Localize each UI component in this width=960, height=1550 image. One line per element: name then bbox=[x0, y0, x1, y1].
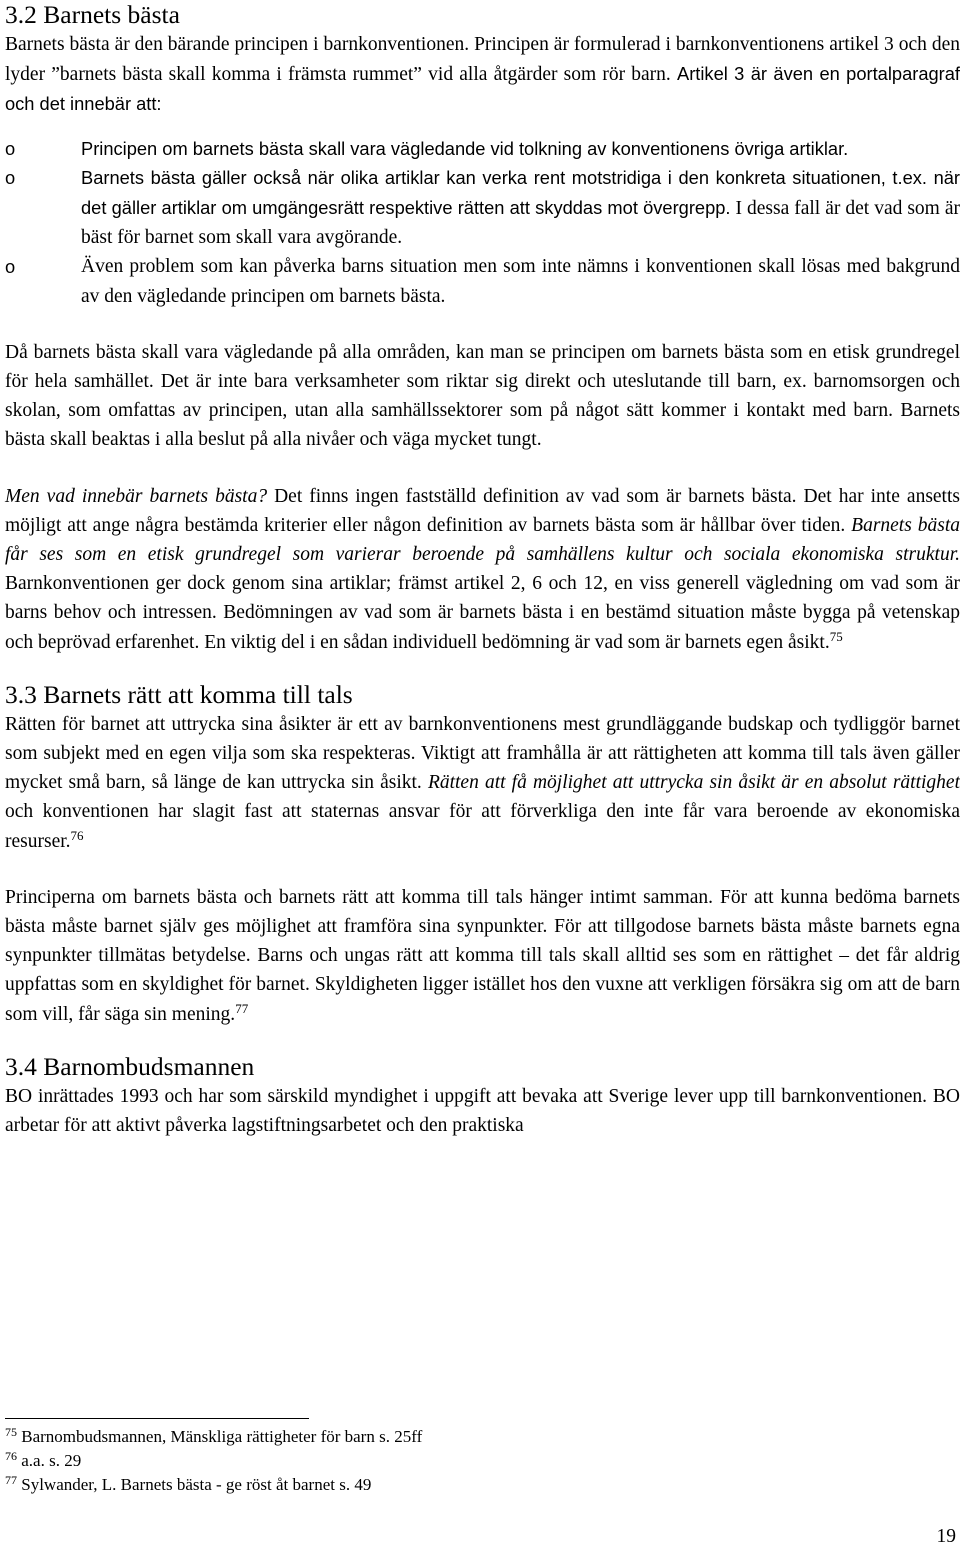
section-3-2 bbox=[5, 0, 960, 657]
section-heading: 3.3 Barnets rätt att komma till tals bbox=[5, 679, 353, 709]
footnote-reference: 76 bbox=[70, 827, 84, 843]
footnote bbox=[5, 1473, 605, 1497]
paragraph bbox=[5, 30, 960, 120]
paragraph bbox=[5, 883, 960, 1029]
list-item bbox=[5, 163, 960, 253]
list-item bbox=[5, 134, 960, 163]
footnote-text: a.a. s. 29 bbox=[21, 1451, 82, 1470]
paragraph bbox=[5, 710, 960, 856]
section-heading: 3.2 Barnets bästa bbox=[5, 0, 180, 29]
bullet-list bbox=[5, 134, 960, 311]
paragraph-text: Barnkonventionen ger dock genom sina artiklar; främst artikel 2, 6 och 12, en viss generell vägledning om vad som är barns behov och intressen. Bedömningen av vad som är barnets bästa i en bestämd situation måste bygga på vetenskap och beprövad erfarenhet. En viktig del i en sådan individuell bedömning är vad som är barnets egen åsikt. bbox=[5, 573, 960, 653]
question-text: Men vad innebär barnets bästa? bbox=[5, 485, 268, 507]
footnote-reference: 77 bbox=[235, 1000, 249, 1016]
bullet-marker: o bbox=[5, 256, 16, 278]
section-3-4 bbox=[5, 1052, 960, 1140]
emphasized-text: Rätten att få möjlighet att uttrycka sin åsikt är en absolut rättighet bbox=[427, 772, 960, 794]
paragraph-text: Rätten för barnet att uttrycka sina åsikter är ett av barnkonventionens mest grundläggande budskap och tydliggör barnet som subjekt med en egen vilja som ska respekteras. Viktigt att framhålla är att rättigheten att komma till tals även gäller mycket små barn, så länge de kan uttrycka sin åsikt. bbox=[5, 713, 960, 794]
footnote bbox=[5, 1425, 605, 1449]
emphasized-text: Barnets bästa får ses som en etisk grundregel som varierar beroende på samhällens kultur och sociala ekonomiska struktur. bbox=[5, 514, 960, 566]
intro-text-sans: Artikel 3 är även en portalparagraf och det innebär att: bbox=[5, 63, 960, 115]
footnote-divider bbox=[5, 1418, 309, 1419]
paragraph: BO inrättades 1993 och har som särskild myndighet i uppgift att bevaka att Sverige lever upp till barnkonventionen. BO arbetar för att aktivt påverka lagstiftningsarbetet och den praktiska bbox=[5, 1085, 960, 1137]
paragraph-text: och konventionen har slagit fast att staternas ansvar för att förverkliga den inte får vara beroende av ekonomiska resurser. bbox=[5, 801, 960, 852]
footnote-text: Barnombudsmannen, Mänskliga rättigheter för barn s. 25ff bbox=[21, 1427, 423, 1446]
intro-text: Barnets bästa är den bärande principen i barnkonventionen. Principen är formulerad i barnkonventionens artikel 3 och den lyder ”barnets bästa skall komma i främsta rummet” vid alla åtgärder som rör barn. bbox=[5, 34, 960, 86]
list-item-text: Barnets bästa gäller också när olika artiklar kan verka rent motstridiga i den konkreta situationen, t.ex. när det gäller artiklar om umgängesrätt respektive rätten att skyddas mot övergrepp. bbox=[81, 166, 960, 219]
section-3-3 bbox=[5, 680, 960, 1029]
footnotes bbox=[5, 1418, 605, 1497]
footnote-number: 75 bbox=[5, 1425, 17, 1439]
footnote bbox=[5, 1449, 605, 1473]
paragraph bbox=[5, 482, 960, 657]
footnote-text: Sylwander, L. Barnets bästa - ge röst åt barnet s. 49 bbox=[21, 1475, 372, 1494]
paragraph: Då barnets bästa skall vara vägledande på alla områden, kan man se principen om barnets bästa som en etisk grundregel för hela samhället. Det är inte bara verksamheter som riktar sig direkt och uteslutande till barn, ex. barnomsorgen och skolan, som omfattas av principen, utan alla samhällssektorer som på något sätt kommer i kontakt med barn. Barnets bästa skall beaktas i alla beslut på alla nivåer och väga mycket tungt. bbox=[5, 341, 960, 451]
page-number: 19 bbox=[936, 1526, 956, 1547]
section-heading: 3.4 Barnombudsmannen bbox=[5, 1051, 255, 1081]
footnote-number: 76 bbox=[5, 1449, 17, 1463]
list-item bbox=[5, 252, 960, 310]
footnote-reference: 75 bbox=[829, 628, 843, 644]
list-item-text: Principen om barnets bästa skall vara vägledande vid tolkning av konventionens övriga artiklar. bbox=[81, 137, 849, 159]
list-item-text: Även problem som kan påverka barns situation men som inte nämns i konventionen skall lösas med bakgrund av den vägledande principen om barnets bästa. bbox=[81, 256, 960, 307]
list-item-text-tail: I dessa fall är det vad som är bäst för barnet som skall vara avgörande. bbox=[81, 198, 960, 249]
paragraph-text: Det finns ingen fastställd definition av vad som är barnets bästa. Det har inte ansetts möjligt att ange några bestämda kriterier eller någon definition av barnets bästa som är hållbar över tiden. bbox=[5, 485, 960, 536]
bullet-marker: o bbox=[5, 137, 16, 159]
bullet-marker: o bbox=[5, 166, 16, 188]
paragraph-text: Principerna om barnets bästa och barnets rätt att komma till tals hänger intimt samman. För att kunna bedöma barnets bästa måste barnet själv ges möjlighet att framföra sina synpunkter. För att tillgodose barnets bästa måste barnets egna synpunkter tillmätas betydelse. Barns och ungas rätt att komma till tals skall alltid ses som en rättighet – det får aldrig uppfattas som en skyldighet för barnet. Skyldigheten ligger istället hos den vuxne att verkligen försäkra sig om att de barn som vill, får säga sin mening. bbox=[5, 886, 960, 1025]
footnote-number: 77 bbox=[5, 1473, 17, 1487]
document-page bbox=[5, 0, 960, 1140]
